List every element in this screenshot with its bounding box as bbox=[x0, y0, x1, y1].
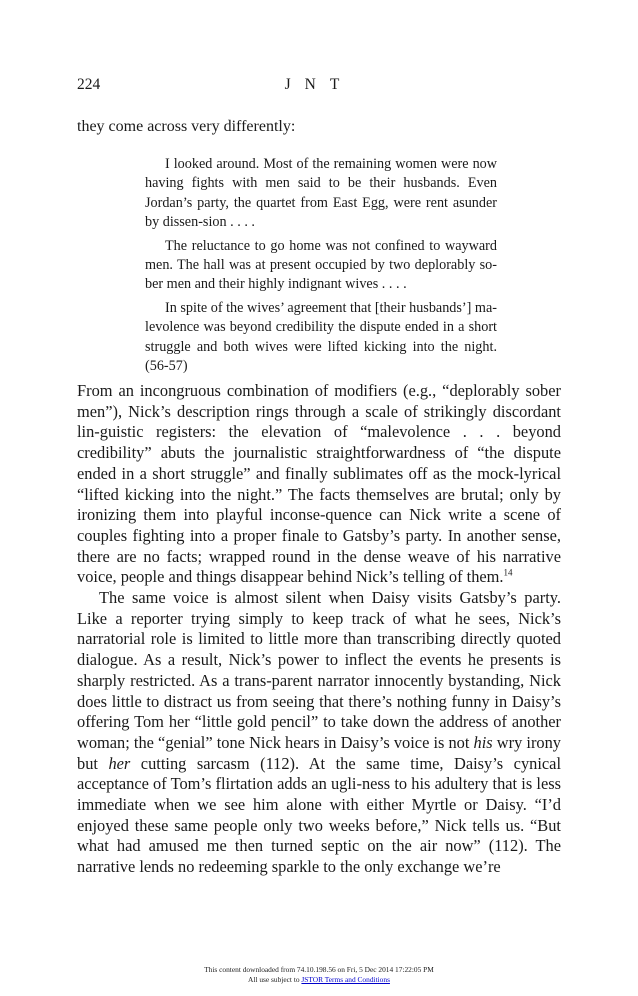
lead-in-sentence: they come across very differently: bbox=[77, 118, 296, 135]
terms-line bbox=[0, 975, 638, 985]
running-head: JNT bbox=[284, 76, 354, 93]
page-header bbox=[77, 76, 561, 96]
block-quotation bbox=[145, 155, 497, 376]
paragraph-text: From an incongruous combination of modifiers (e.g., “deplorably sober men”), Nick’s description rings through a scale of strikingly discordant lin-guistic registers: the elevation of “malevolence . . . beyond credibility” abuts the journalistic straightforwardness of “the dispute ended in a short struggle” and finally sublimates off as the mock-lyrical “lifted kicking into the night.” The facts themselves are brutal; only by ironizing them into playful inconse-quence can Nick write a scene of couples fighting into a proper finale to Gatsby’s party. In another sense, there are no facts; wrapped round in the dense weave of his narrative voice, people and things disappear behind Nick’s telling of them. bbox=[77, 381, 561, 587]
quote-paragraph: In spite of the wives’ agreement that [their husbands’] ma-levolence was beyond credibility the dispute ended in a short struggle and both wives were lifted kicking into the night. (56-57) bbox=[145, 299, 497, 375]
download-info: This content downloaded from 74.10.198.56 on Fri, 5 Dec 2014 17:22:05 PM bbox=[204, 965, 434, 974]
paragraph-text: wry irony but bbox=[77, 732, 561, 773]
quote-paragraph: The reluctance to go home was not confined to wayward men. The hall was at present occupied by two deplorably so-ber men and their highly indignant wives . . . . bbox=[145, 237, 497, 293]
terms-link[interactable]: JSTOR Terms and Conditions bbox=[301, 974, 390, 984]
body-text bbox=[77, 381, 561, 878]
footnote-reference[interactable]: 14 bbox=[503, 567, 513, 578]
emphasis-his: his bbox=[473, 732, 493, 752]
body-paragraph bbox=[77, 381, 561, 588]
body-paragraph bbox=[77, 588, 561, 878]
paragraph-text: cutting sarcasm (112). At the same time, Daisy’s cynical acceptance of Tom’s flirtation adds an ugli-ness to his adultery that is less immediate when we see him alone with either Myrtle or Daisy. “I’d enjoyed these same people only two weeks before,” Nick tells us. “But what had amused me then turned septic on the air now” (112). The narrative lends no redeeming sparkle to the only exchange we’re bbox=[77, 753, 562, 877]
quote-paragraph: I looked around. Most of the remaining women were now having fights with men said to be their husbands. Even Jordan’s party, the quartet from East Egg, were rent asunder by dissen-sion . . . . bbox=[145, 156, 497, 231]
emphasis-her: her bbox=[108, 753, 131, 773]
paragraph-text: The same voice is almost silent when Daisy visits Gatsby’s party. Like a reporter trying simply to keep track of what he sees, Nick’s narratorial role is limited to little more than transcribing directly quoted dialogue. As a result, Nick’s power to inflect the events he presents is sharply restricted. As a trans-parent narrator innocently bystanding, Nick does little to distract us from seeing that there’s nothing funny in Daisy’s offering Tom her “little gold pencil” to take down the address of another woman; the “genial” tone Nick hears in Daisy’s voice is not bbox=[77, 588, 561, 752]
terms-prefix: All use subject to bbox=[248, 974, 302, 984]
page-number: 224 bbox=[77, 76, 101, 93]
download-notice bbox=[0, 965, 638, 984]
